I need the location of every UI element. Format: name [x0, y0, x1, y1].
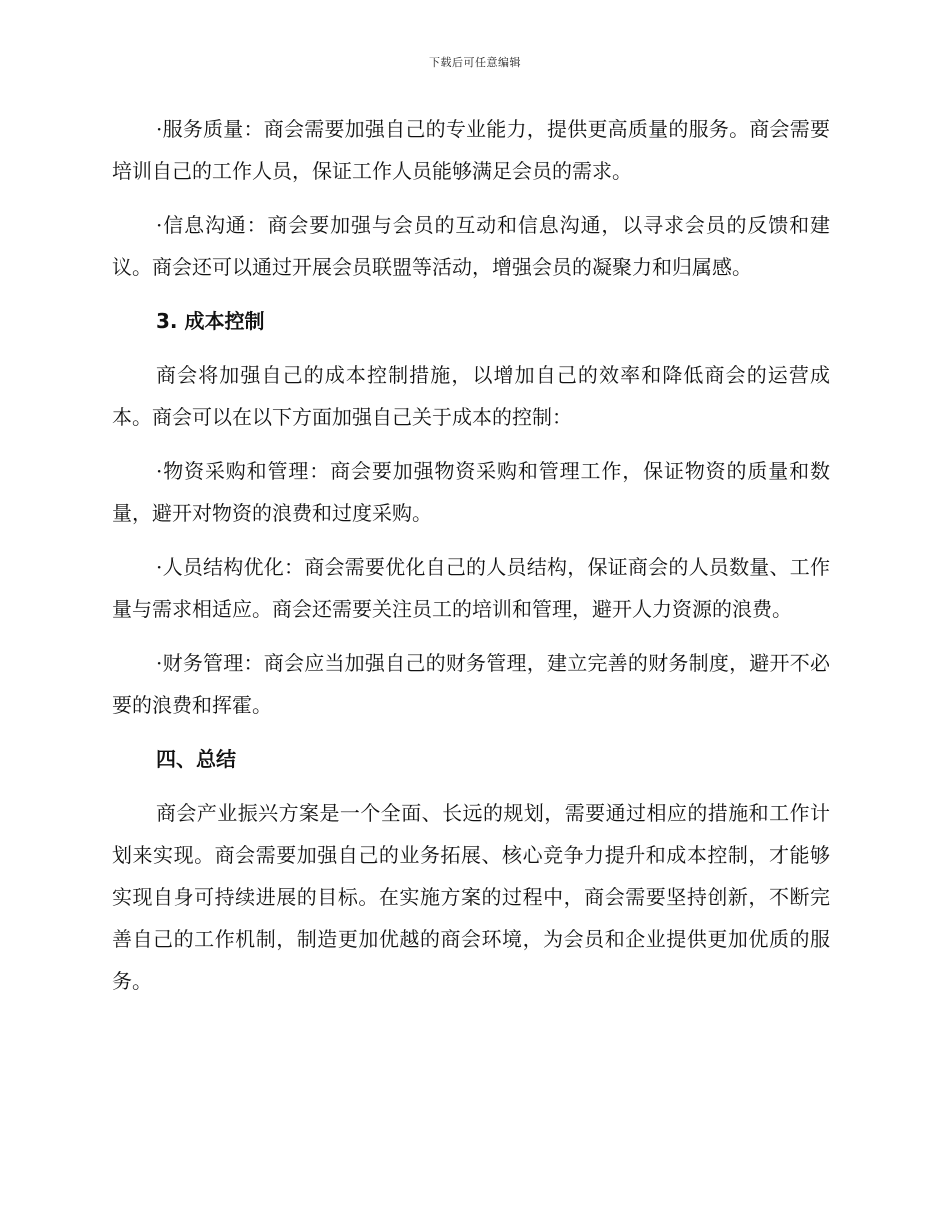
document-body	[112, 108, 830, 1014]
paragraph-cost-intro: 商会将加强自己的成本控制措施，以增加自己的效率和降低商会的运营成本。商会可以在以下方面加强自己关于成本的控制：	[112, 363, 830, 429]
paragraph-summary: 商会产业振兴方案是一个全面、长远的规划，需要通过相应的措施和工作计划来实现。商会需要加强自己的业务拓展、核心竞争力提升和成本控制，才能够实现自身可持续进展的目标。在实施方案的过程中，商会需要坚持创新，不断完善自己的工作机制，制造更加优越的商会环境，为会员和企业提供更加优质的服务。	[112, 801, 830, 993]
bullet-financial-management: ·财务管理：商会应当加强自己的财务管理，建立完善的财务制度，避开不必要的浪费和挥霍。	[112, 651, 830, 717]
header-note: 下载后可任意编辑	[429, 56, 521, 69]
bullet-information-communication: ·信息沟通：商会要加强与会员的互动和信息沟通，以寻求会员的反馈和建议。商会还可以通过开展会员联盟等活动，增强会员的凝聚力和归属感。	[112, 213, 830, 279]
bullet-service-quality: ·服务质量：商会需要加强自己的专业能力，提供更高质量的服务。商会需要培训自己的工作人员，保证工作人员能够满足会员的需求。	[112, 117, 830, 183]
section-heading-summary: 四、总结	[156, 747, 236, 771]
bullet-procurement: ·物资采购和管理：商会要加强物资采购和管理工作，保证物资的质量和数量，避开对物资的浪费和过度采购。	[112, 459, 830, 525]
bullet-staff-structure: ·人员结构优化：商会需要优化自己的人员结构，保证商会的人员数量、工作量与需求相适应。商会还需要关注员工的培训和管理，避开人力资源的浪费。	[112, 555, 830, 621]
section-heading-cost-control: 3. 成本控制	[156, 309, 265, 333]
